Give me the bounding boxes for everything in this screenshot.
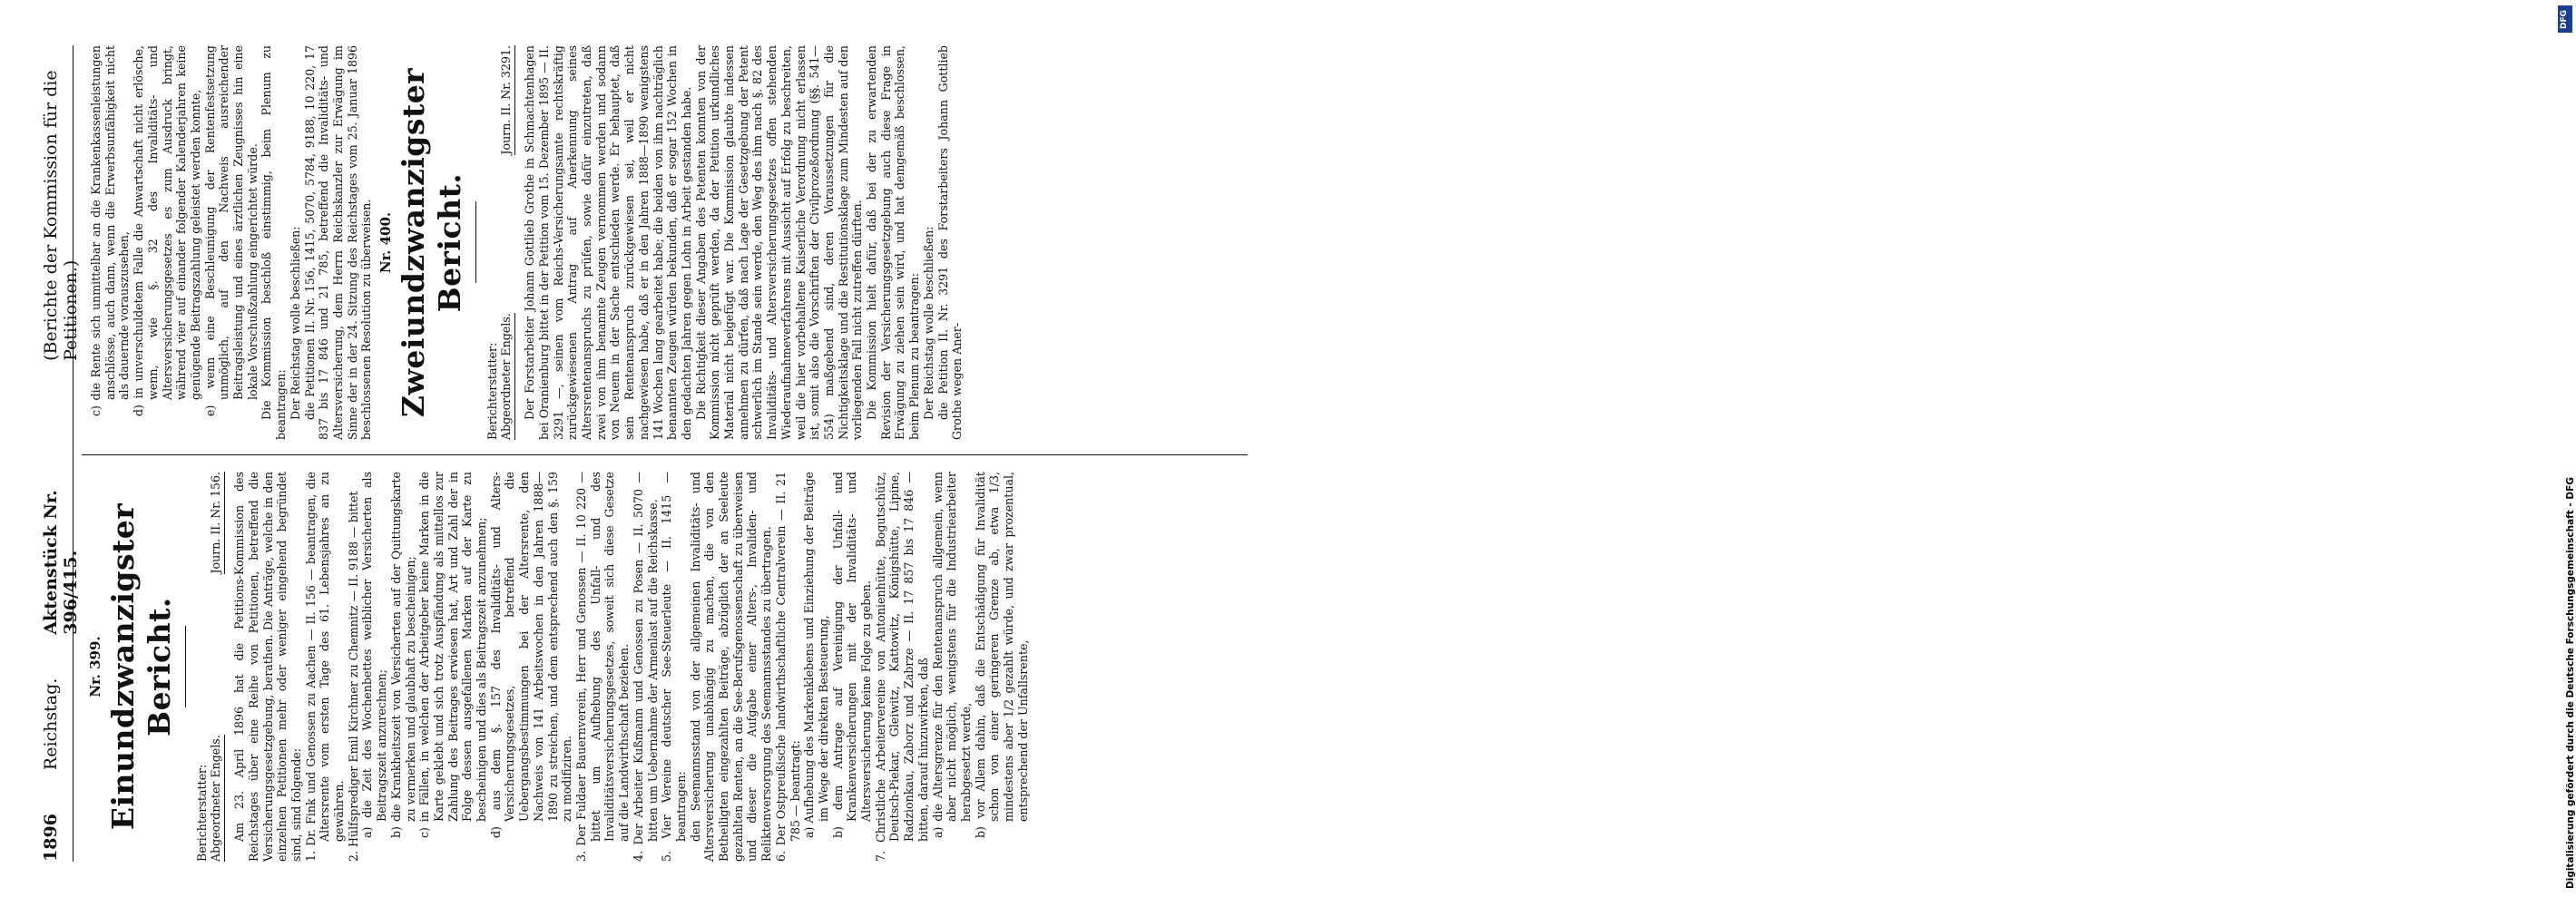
paragraph: 6. Der Ostpreußische landwirthschaftliche Centralverein — II. 21 785 — beantragt:	[773, 472, 802, 862]
paragraph: Die Richtigkeit dieser Angaben des Petenten konnten von der Kommission nicht geprüft werden, da der Petition urkundliches Material nicht beigefügt war. Die Kommission glaubte indessen annehmen zu dürfen, daß nach Lage der Gesetzgebung der Petent schwerlich im Stande sein werde, den Weg des ihm nach §. 82 des Invaliditäts- und Altersversicherungsgesetzes offen stehenden Wiederaufnahmeverfahrens mit Aussicht auf Erfolg zu beschreiten, weil die hier vorbehaltene Kaiserliche Verordnung nicht erlassen ist, somit also die Vorschriften der Civilprozeßordnung (§§. 541—554) maßgebend sind, deren Voraussetzungen für die Nichtigkeitsklage und die Restitutionsklage zum Mindesten auf den vorliegenden Fall nicht zutreffen dürften.	[693, 45, 865, 440]
reporter-line-2	[485, 45, 515, 440]
paragraph: 5. Vier Vereine deutscher See-Steuerleute — II. 1415 — beantragen:	[660, 472, 688, 862]
right-body-text	[523, 45, 965, 440]
title-rule	[185, 626, 186, 707]
paragraph: a) Aufhebung des Markenklebens und Einziehung der Beiträge im Wege der direkten Besteuerung,	[802, 472, 830, 838]
left-column	[89, 472, 1252, 862]
paragraph: b) vor Allem dahin, daß die Entschädigung für Invalidität schon von einer geringeren Grenze ab, etwa 1/3, mindestens aber 1/2 gezahlt würde, und zwar prozentual, entsprechend der Unfallsrente,	[973, 472, 1030, 838]
paragraph: Der Forstarbeiter Johann Gottlieb Grothe in Schmachtenhagen bei Oranienburg bittet in der Petition vom 15. Dezember 1895 — II. 3291 —, seinen vom Reichs-Versicherungsamte rechtskräftig zurückgewiesenen Antrag auf Anerkennung seines Altersrentenanspruchs zu prüfen, sowie dafür einzutreten, daß zwei von ihm benannte Zeugen vernommen werden und sodann von Neuem in der Sache entschieden werde. Er behauptet, daß sein Rentenanspruch zurückgewiesen sei, weil er nicht nachgewiesen habe, daß er in den Jahren 1888—1890 wenigstens 141 Wochen lang gearbeitet habe; die beiden von ihm nachträglich benannten Zeugen würden bekunden, daß er sogar 152 Wochen in den gedachten Jahren gegen Lohn in Arbeit gestanden habe.	[523, 45, 693, 440]
digitization-notice: Digitalisierung gefördert durch die Deutsche Forschungsgemeinschaft - DFG	[2565, 477, 2576, 889]
journal-number: Journ. II. Nr. 156.	[209, 472, 225, 574]
page-header	[41, 45, 81, 862]
paragraph: 3. Der Fuldaer Bauernverein, Herr und Genossen — II. 10 220 — bittet um Aufhebung des Unfall- und des Invaliditätsversicherungsgesetzes, soweit sich diese Gesetze auf die Landwirthschaft beziehen.	[573, 472, 632, 862]
reporter-label: Berichterstatter:	[194, 764, 209, 862]
header-publication: Reichstag.	[41, 678, 61, 771]
paragraph: b) dem Antrage auf Vereinigung der Unfall- und Krankenversicherungen mit der Invaliditäts- und Altersversicherung keine Folge zu geben.	[830, 472, 874, 838]
report-title: Einundzwanzigster Bericht.	[104, 502, 177, 831]
right-body-top	[89, 45, 374, 440]
reporter-name-2: Abgeordneter Engels.	[499, 313, 515, 440]
paragraph: die Petitionen II. Nr. 156, 1415, 5070, 5784, 9188, 10 220, 17 837 bis 17 846 und 21 785, betreffend die Invaliditäts- und Altersversicherung, dem Herrn Reichskanzler zur Erwägung im Sinne der in der 24. Sitzung des Reichstages vom 25. Januar 1896 beschlossenen Resolution zu überweisen.	[302, 45, 374, 440]
header-year: 1896	[41, 814, 61, 862]
reporter-label-2: Berichterstatter:	[485, 342, 499, 440]
paragraph: 7. Christliche Arbeitervereine von Antonienhütte, Bogutschütz, Deutsch-Piekar, Gleiwitz, Kattowitz, Königshütte, Lipine, Radzionkau, Zaborz und Zabrze — II. 17 857 bis 17 846 — bitten, darauf hinzuwirken, daß	[873, 472, 930, 862]
journal-number-2: Journ. II. Nr. 3291.	[499, 45, 515, 155]
paragraph: 2. Hülfsprediger Emil Kirchner zu Chemnitz — II. 9188 — bittet	[346, 491, 360, 862]
column-divider	[82, 454, 1248, 455]
paragraph: Die Kommission hielt dafür, daß bei der zu erwartenden Revision der Versicherungsgesetzgebung auch diese Frage in Erwägung zu ziehen sein wird, und hat demgemäß beschlossen, beim Plenum zu beantragen:	[865, 45, 922, 440]
reporter-line	[195, 472, 225, 862]
reporter-name: Abgeordneter Engels.	[209, 735, 225, 862]
dfg-logo: DFG	[2558, 5, 2572, 33]
report-number: Nr. 399.	[87, 636, 103, 697]
paragraph: Der Reichstag wolle beschließen:	[288, 226, 302, 420]
paragraph: 4. Der Arbeiter Kußmann und Genossen zu Posen — II. 5070 — bitten um Uebernahme der Armenlast auf die Reichskasse.	[631, 472, 660, 862]
paragraph: d) aus dem §. 157 des Invaliditäts- und Alters-Versicherungsgesetzes, betreffend die Uebergangsbestimmungen bei der Altersrente, den Nachweis von 141 Arbeitswochen in den Jahren 1888—1890 zu streichen, und dem entsprechend auch den §. 159 zu modifiziren.	[488, 472, 574, 838]
paragraph: Der Reichstag wolle beschließen:	[921, 226, 935, 420]
report-title-2: Zweiundzwanzigster Bericht.	[395, 67, 467, 418]
header-document-number: Aktenstück Nr. 396/415.	[41, 490, 81, 635]
paragraph: den Seemannsstand von der allgemeinen Invaliditäts- und Altersversicherung unabhängig zu machen, die von den Betheiligten eingezahlten Beiträge, abzüglich der an Seeleute gezahlten Renten, an die See-Berufsgenossenschaft zu überweisen und dieser die Aufgabe einer Alters-, Invaliden- und Reliktenversorgung des Seemannsstandes zu übertragen.	[688, 472, 774, 862]
paragraph: die Petition II. Nr. 3291 des Forstarbeiters Johann Gottlieb Grothe wegen Aner-	[935, 45, 965, 440]
paragraph: e) wenn eine Beschleunigung der Rentenfestsetzung unmöglich, auf den Nachweis ausreichender Beitragsleistung und eines ärztlichen Zeugnisses hin eine lokale Vorschußzahlung eingerichtet würde.	[202, 45, 260, 416]
paragraph: c) in Fällen, in welchen der Arbeitgeber keine Marken in die Karte geklebt und sich trotz Auspfändung als mittellos zur Zahlung des Beitrages erwiesen hat, Art und Zahl der in Folge dessen ausgefallenen Marken auf der Karte zu bescheinigen und dies als Beitragszeit anzunehmen;	[417, 472, 489, 838]
digitization-stamp	[1275, 0, 2576, 907]
paragraph: b) die Krankheitszeit von Versicherten auf der Quittungskarte zu vermerken und glaubhaft zu bescheinigen;	[388, 472, 417, 838]
header-section: (Berichte der Kommission für die Petitionen.)	[41, 70, 81, 361]
rotated-document-page	[18, 23, 1266, 884]
report-number-2: Nr. 400.	[377, 211, 395, 274]
paragraph: 1. Dr. Fink und Genossen zu Aachen — II. 156 — beantragen, die Altersrente vom ersten Tage des 61. Lebensjahres an zu gewähren.	[303, 472, 347, 862]
paragraph: a) die Zeit des Wochenbettes weiblicher Versicherten als Beitragszeit anzurechnen;	[360, 472, 389, 838]
paragraph: d) in unverschuldetem Falle die Anwartschaft nicht erlösche, wenn, wie §. 32 des Invaliditäts- und Altersversicherungsgesetzes es zum Ausdruck bringt, während vier auf einander folgender Kalenderjahren keine genügende Beitragszahlung geleistet werden konnte,	[132, 45, 202, 416]
paragraph: Die Kommission beschloß einstimmig, beim Plenum zu beantragen:	[260, 45, 289, 440]
title-rule-2	[475, 202, 476, 284]
paragraph: a) die Altersgrenze für den Rentenanspruch allgemein, wenn aber nicht möglich, wenigstens für die Industriearbeiter herabgesetzt werde,	[930, 472, 973, 838]
left-body-text	[232, 472, 1030, 862]
paragraph: c) die Rente sich unmittelbar an die Krankenkassenleistungen anschlösse, auch dann, wenn die Erwerbsunfähigkeit nicht als dauernde vorauszusehen,	[89, 45, 132, 416]
right-column	[89, 45, 1252, 440]
paragraph: Am 23. April 1896 hat die Petitions-Kommission des Reichstages über eine Reihe von Petitionen, betreffend die Versicherungsgesetzgebung, berathen. Die Anträge, welche in den einzelnen Petitionen mehr oder weniger eingehend begründet sind, sind folgende:	[232, 472, 303, 862]
